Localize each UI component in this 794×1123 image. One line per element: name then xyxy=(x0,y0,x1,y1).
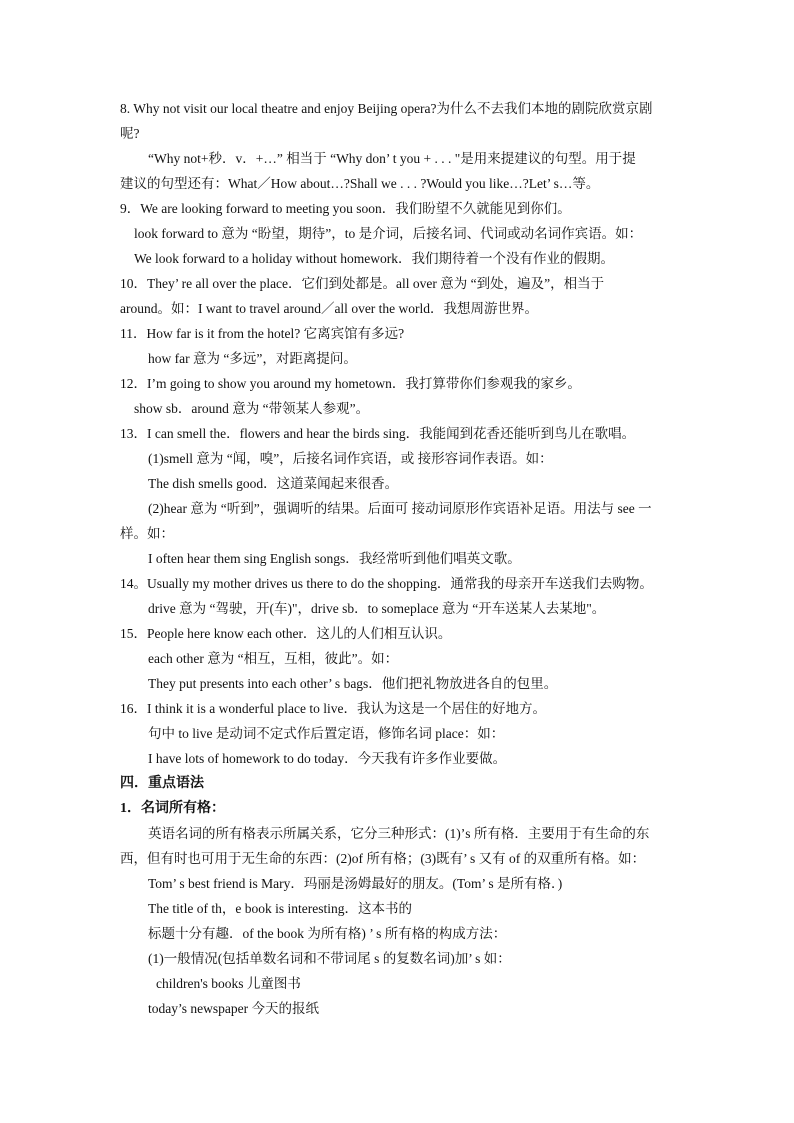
text-line: 建议的句型还有：What／How about…?Shall we . . . ?Would you like…?Let’ s…等。 xyxy=(120,176,600,191)
text-line: We look forward to a holiday without homework．我们期待着一个没有作业的假期。 xyxy=(134,251,614,266)
text-line: “Why not+秒．v．+…” 相当于 “Why don’ t you + . . . "是用来提建议的句型。用于提 xyxy=(148,151,636,166)
text-line: 8. Why not visit our local theatre and enjoy Beijing opera?为什么不去我们本地的剧院欣赏京剧 xyxy=(120,101,653,116)
text-line: They put presents into each other’ s bags．他们把礼物放进各自的包里。 xyxy=(148,676,558,691)
text-line: children's books 儿童图书 xyxy=(156,976,301,991)
section-heading: 四．重点语法 xyxy=(120,776,204,791)
text-line: (2)hear 意为 “听到”，强调听的结果。后面可 接动词原形作宾语补足语。用法与 see 一 xyxy=(148,501,652,516)
text-line: 10．They’ re all over the place．它们到处都是。all over 意为 “到处，遍及”，相当于 xyxy=(120,276,605,291)
text-line: 标题十分有趣．of the book 为所有格) ’ s 所有格的构成方法： xyxy=(148,926,507,941)
text-line: 呢? xyxy=(120,126,140,141)
text-line: each other 意为 “相互，互相，彼此”。如： xyxy=(148,651,399,666)
text-line: 句中 to live 是动词不定式作后置定语，修饰名词 place：如： xyxy=(148,726,505,741)
text-line: (1)smell 意为 “闻，嗅”，后接名词作宾语，或 接形容词作表语。如： xyxy=(148,451,553,466)
text-line: how far 意为 “多远”，对距离提问。 xyxy=(148,351,357,366)
text-line: I often hear them sing English songs．我经常听到他们唱英文歌。 xyxy=(148,551,521,566)
text-line: Tom’ s best friend is Mary．玛丽是汤姆最好的朋友。(Tom’ s 是所有格．) xyxy=(148,876,563,891)
text-line: around。如：I want to travel around／all over the world．我想周游世界。 xyxy=(120,301,539,316)
text-line: 14。Usually my mother drives us there to do the shopping．通常我的母亲开车送我们去购物。 xyxy=(120,576,653,591)
text-line: today’s newspaper 今天的报纸 xyxy=(148,1001,319,1016)
text-line: 11．How far is it from the hotel? 它离宾馆有多远? xyxy=(120,326,405,341)
text-line: look forward to 意为 “盼望，期待”，to 是介词，后接名词、代词或动名词作宾语。如： xyxy=(134,226,643,241)
text-line: 西，但有时也可用于无生命的东西：(2)of 所有格；(3)既有’ s 又有 of 的双重所有格。如： xyxy=(120,851,646,866)
text-line: (1)一般情况(包括单数名词和不带词尾 s 的复数名词)加’ s 如： xyxy=(148,951,511,966)
text-line: show sb．around 意为 “带领某人参观”。 xyxy=(134,401,370,416)
text-line: 13．I can smell the．flowers and hear the birds sing．我能闻到花香还能听到鸟儿在歌唱。 xyxy=(120,426,636,441)
text-line: 9．We are looking forward to meeting you soon．我们盼望不久就能见到你们。 xyxy=(120,201,571,216)
text-line: The title of th，e book is interesting．这本书的 xyxy=(148,901,412,916)
text-line: 英语名词的所有格表示所属关系，它分三种形式：(1)’s 所有格．主要用于有生命的东 xyxy=(148,826,650,841)
text-line: I have lots of homework to do today．今天我有许多作业要做。 xyxy=(148,751,507,766)
text-line: The dish smells good．这道菜闻起来很香。 xyxy=(148,476,399,491)
text-line: 16．I think it is a wonderful place to live．我认为这是一个居住的好地方。 xyxy=(120,701,546,716)
text-line: 12．I’m going to show you around my hometown．我打算带你们参观我的家乡。 xyxy=(120,376,581,391)
text-line: 15．People here know each other．这儿的人们相互认识。 xyxy=(120,626,452,641)
text-line: drive 意为 “驾驶，开(车)"，drive sb．to someplace 意为 “开车送某人去某地"。 xyxy=(148,601,606,616)
subsection-heading: 1．名词所有格： xyxy=(120,801,225,816)
text-line: 样。如： xyxy=(120,526,174,541)
